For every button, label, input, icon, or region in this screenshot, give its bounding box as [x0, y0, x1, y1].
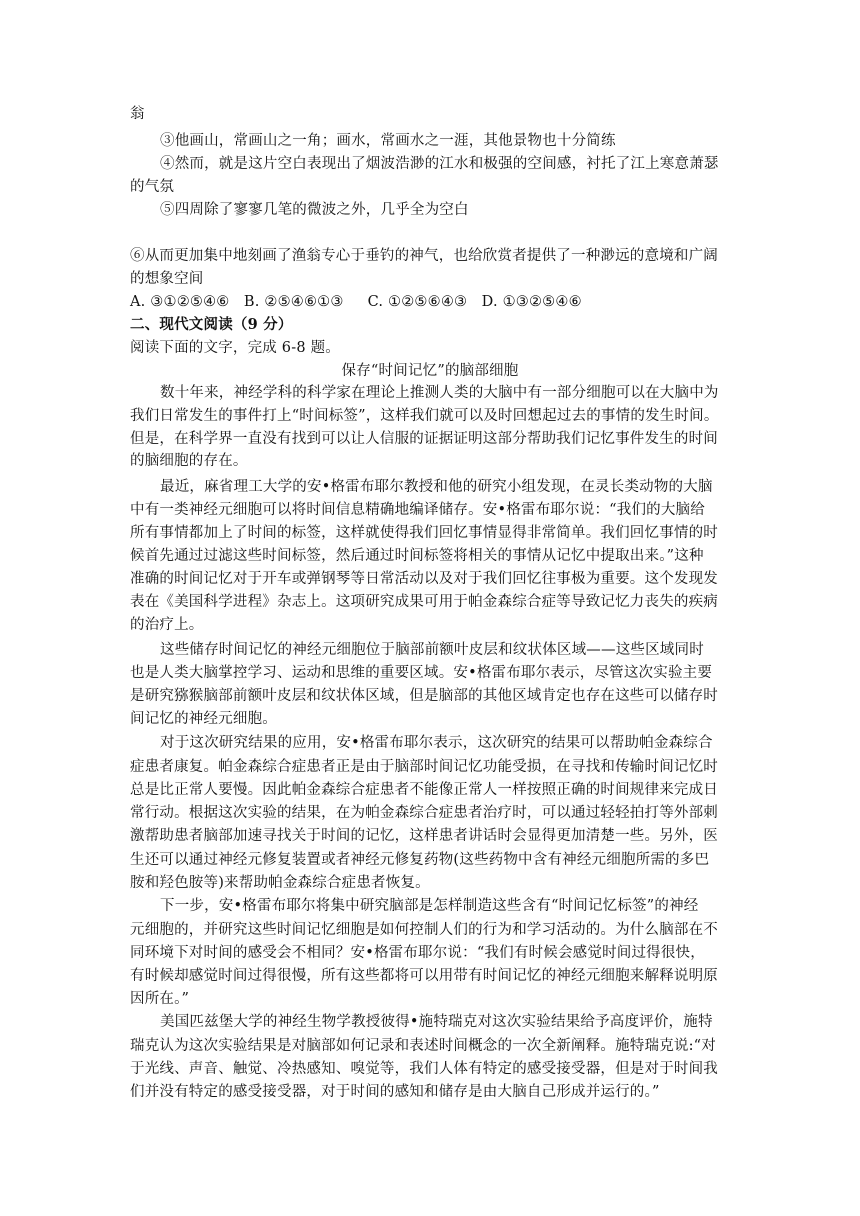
article-line: 于光线、声音、触觉、冷热感知、嗅觉等，我们人体有特定的感受接受器，但是对于时间我: [130, 1061, 718, 1077]
article-line: 常行动。根据这次实验的结果，在为帕金森综合症患者治疗时，可以通过轻轻拍打等外部刺: [130, 805, 718, 821]
article-line: 中有一类神经元细胞可以将时间信息精确地编译储存。安•格雷布耶尔说：“我们的大脑给: [130, 502, 705, 518]
article-line: 因所在。”: [130, 991, 190, 1007]
article-line: 也是人类大脑掌控学习、运动和思维的重要区域。安•格雷布耶尔表示，尽管这次实验主要: [130, 665, 713, 681]
q5-sentence-6-line-2: 的想象空间: [130, 271, 204, 287]
article-line: 生还可以通过神经元修复装置或者神经元修复药物(这些药物中含有神经元细胞所需的多巴: [130, 852, 710, 868]
article-line: 总是比正常人要慢。因此帕金森综合症患者不能像正常人一样按照正确的时间规律来完成日: [130, 782, 718, 798]
article-line: 是研究猕猴脑部前额叶皮层和纹状体区域，但是脑部的其他区域肯定也存在这些可以储存时: [130, 688, 718, 704]
article-line: 数十年来，神经学科的科学家在理论上推测人类的大脑中有一部分细胞可以在大脑中为: [160, 385, 719, 401]
q5-tail-text: 翁: [130, 106, 145, 122]
q5-sentence-5: ⑤四周除了寥寥几笔的微波之外，几乎全为空白: [160, 202, 469, 218]
article-line: 所有事情都加上了时间的标签，这样就使得我们回忆事情显得非常简单。我们回忆事情的时: [130, 525, 718, 541]
article-line: 对于这次研究结果的应用，安•格雷布耶尔表示，这次研究的结果可以帮助帕金森综合: [160, 735, 713, 751]
section-heading: 二、现代文阅读（9 分）: [130, 316, 293, 333]
article-line: 激帮助患者脑部加速寻找关于时间的记忆，这样患者讲话时会显得更加清楚一些。另外，医: [130, 828, 718, 844]
article-line: 胺和羟色胺等)来帮助帕金森综合症患者恢复。: [130, 875, 430, 891]
article-line: 同环境下对时间的感受会不相同？安•格雷布耶尔说：“我们有时候会感觉时间过得很快，: [130, 945, 705, 961]
article-line: 美国匹兹堡大学的神经生物学教授彼得•施特瑞克对这次实验结果给予高度评价，施特: [160, 1014, 713, 1030]
q5-sentence-6-line-1: ⑥从而更加集中地刻画了渔翁专心于垂钓的神气，也给欣赏者提供了一种渺远的意境和广阔: [130, 248, 718, 264]
article-line: 有时候却感觉时间过得很慢，所有这些都将可以用带有时间记忆的神经元细胞来解释说明原: [130, 968, 718, 984]
article-line: 间记忆的神经元细胞。: [130, 711, 277, 727]
q5-answer-options: A. ③①②⑤④⑥ B. ②⑤④⑥①③ C. ①②⑤⑥④③ D. ①③②⑤④⑥: [130, 294, 582, 310]
article-title: 保存“时间记忆”的脑部细胞: [341, 363, 519, 379]
article-line: 候首先通过过滤这些时间标签，然后通过时间标签将相关的事情从记忆中提取出来。”这种: [130, 548, 704, 564]
article-line: 表在《美国科学进程》杂志上。这项研究成果可用于帕金森综合症等导致记忆力丧失的疾病: [130, 594, 718, 610]
article-line: 瑞克认为这次实验结果是对脑部如何记录和表述时间概念的一次全新阐释。施特瑞克说:“对: [130, 1038, 716, 1054]
article-line: 症患者康复。帕金森综合症患者正是由于脑部时间记忆功能受损，在寻找和传输时间记忆时: [130, 759, 718, 775]
article-line: 下一步，安•格雷布耶尔将集中研究脑部是怎样制造这些含有“时间记忆标签”的神经: [160, 898, 699, 914]
article-line: 元细胞的，并研究这些时间记忆细胞是如何控制人们的行为和学习活动的。为什么脑部在不: [130, 922, 718, 938]
article-line: 的治疗上。: [130, 617, 204, 633]
q5-sentence-3: ③他画山，常画山之一角；画水，常画水之一涯，其他景物也十分简练: [160, 133, 616, 149]
q5-sentence-4-line-1: ④然而，就是这片空白表现出了烟波浩渺的江水和极强的空间感，衬托了江上寒意萧瑟: [160, 156, 719, 172]
article-line: 的脑细胞的存在。: [130, 453, 248, 469]
article-line: 我们日常发生的事件打上“时间标签”，这样我们就可以及时回想起过去的事情的发生时间。: [130, 408, 719, 424]
article-line: 这些储存时间记忆的神经元细胞位于脑部前额叶皮层和纹状体区域——这些区域同时: [160, 642, 704, 658]
article-line: 准确的时间记忆对于开车或弹钢琴等日常活动以及对于我们回忆往事极为重要。这个发现发: [130, 571, 718, 587]
q5-sentence-4-line-2: 的气氛: [130, 179, 175, 195]
article-line: 但是，在科学界一直没有找到可以让人信服的证据证明这部分帮助我们记忆事件发生的时间: [130, 431, 718, 447]
article-line: 们并没有特定的感受接受器，对于时间的感知和储存是由大脑自己形成并运行的。”: [130, 1084, 660, 1100]
reading-instruction: 阅读下面的文字，完成 6-8 题。: [130, 340, 340, 356]
article-line: 最近，麻省理工大学的安•格雷布耶尔教授和他的研究小组发现，在灵长类动物的大脑: [160, 479, 713, 495]
